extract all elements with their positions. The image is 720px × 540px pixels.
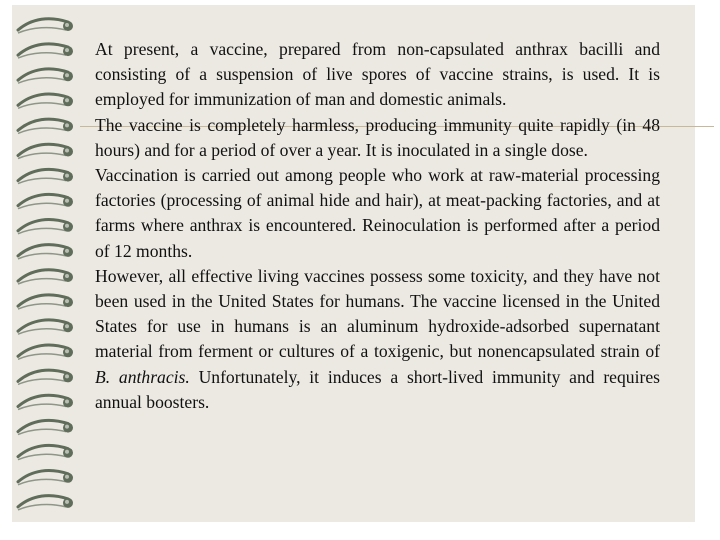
species-name: B. anthracis. (95, 366, 190, 387)
binding-coil (18, 295, 73, 309)
binding-coil (18, 245, 73, 259)
slide-body (95, 37, 660, 415)
binding-coil (18, 370, 73, 384)
binding-coil (18, 194, 73, 208)
us-vaccine-text-end: Unfortunately, it induces a short-lived immunity and requires annual boosters. (95, 366, 660, 412)
binding-coil (18, 44, 73, 58)
binding-coil (18, 220, 73, 234)
binding-coil (18, 19, 73, 33)
us-vaccine-text-start: However, all effective living vaccines possess some toxicity, and they have not been used in the United States for humans. The vaccine licensed in the United States for use in humans is an aluminum hydroxide-adsorbed supernatant material from ferment or cultures of a toxigenic, but nonencapsulated strain of (95, 265, 660, 362)
paragraph-vaccine-safety: The vaccine is completely harmless, producing immunity quite rapidly (in 48 hours) and for a period of over a year. It is inoculated in a single dose. (95, 114, 660, 160)
binding-coil (18, 420, 73, 434)
binding-coil (18, 345, 73, 359)
binding-coil (18, 445, 73, 459)
paragraph-vaccination-groups: Vaccination is carried out among people who work at raw-material processing factories (processing of animal hide and hair), at meat-packing factories, and at farms where anthrax is encountered. Reinoculation is performed after a period of 12 months. (95, 165, 660, 261)
binding-coil (18, 320, 73, 334)
binding-coil (18, 169, 73, 183)
binding-coil (18, 144, 73, 158)
binding-coil (18, 496, 73, 510)
paragraph-us-vaccine (95, 264, 660, 415)
binding-coil (18, 471, 73, 485)
binding-coil (18, 395, 73, 409)
binding-coil (18, 69, 73, 83)
binding-coil (18, 270, 73, 284)
spiral-binding-icon (10, 10, 82, 530)
paragraph-vaccine-description: At present, a vaccine, prepared from non-capsulated anthrax bacilli and consisting of a suspension of live spores of vaccine strains, is used. It is employed for immunization of man and domestic animals. (95, 39, 660, 110)
binding-coil (18, 119, 73, 133)
binding-coil (18, 94, 73, 108)
